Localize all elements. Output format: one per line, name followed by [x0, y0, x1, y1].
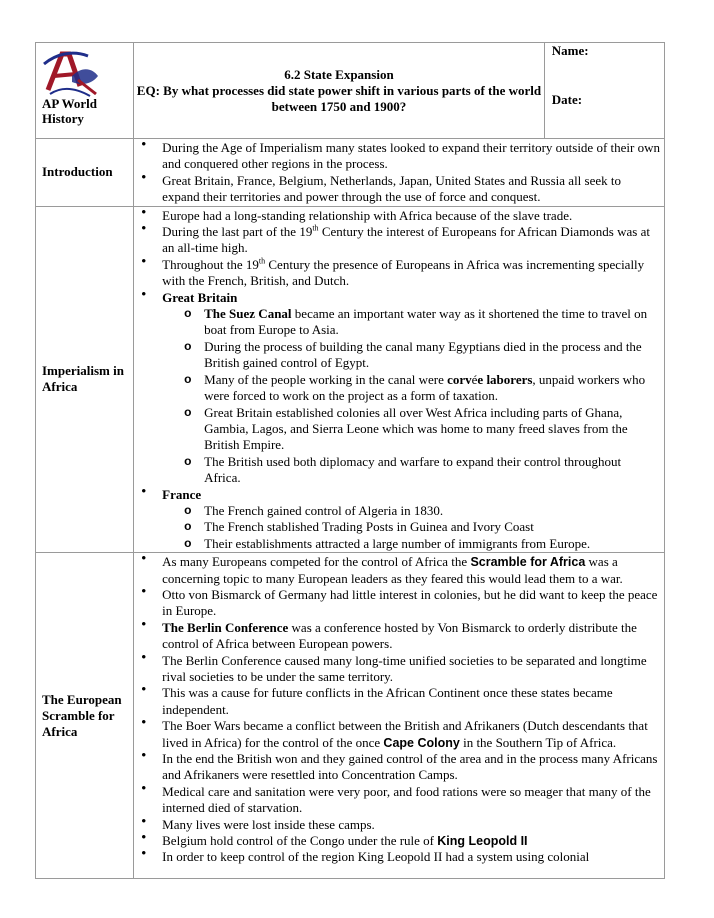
- introduction-row: [36, 139, 665, 207]
- sub-list: [162, 306, 660, 486]
- sub-list-item: o Many of the people working in the canal were corvée laborers, unpaid workers who were forced to work on the project as a form of taxation.: [162, 372, 660, 405]
- list-item: • This was a cause for future conflicts in the African Continent once these states became independent.: [134, 685, 664, 718]
- sub-list-item: o Great Britain established colonies all over West Africa including parts of Ghana, Gambia, Lagos, and Sierra Leone which was home to many freed slaves from the British Empire.: [162, 405, 660, 454]
- list-item: • The Boer Wars became a conflict between the British and Afrikaners (Dutch descendants that lived in Africa) for the control of the once Cape Colony in the Southern Tip of Africa.: [134, 718, 664, 751]
- sub-list-item: o The French gained control of Algeria in 1830.: [162, 503, 660, 519]
- course-title: AP World History: [42, 96, 98, 126]
- sub-list-item: o The Suez Canal became an important water way as it shortened the time to travel on boat from Europe to Asia.: [162, 306, 660, 339]
- scramble-row: [36, 553, 665, 879]
- list-item: • The Berlin Conference was a conference hosted by Von Bismarck to orderly distribute the control of Africa between European powers.: [134, 620, 664, 653]
- worksheet-table: [35, 42, 665, 879]
- imperialism-row: [36, 206, 665, 553]
- list-item: • During the last part of the 19th Century the interest of Europeans for African Diamonds was at an all-time high.: [134, 224, 664, 257]
- list-item: • As many Europeans competed for the control of Africa the Scramble for Africa was a concerning topic to many European leaders as they feared this would lead them to a war.: [134, 554, 664, 587]
- imperialism-notes: [134, 206, 665, 553]
- bullet-list: [134, 140, 664, 206]
- header-course-cell: [36, 43, 134, 139]
- header-name-date-cell: [544, 43, 664, 139]
- sub-list-item: o The British used both diplomacy and warfare to expand their control throughout Africa.: [162, 454, 660, 487]
- bullet-list: [134, 554, 664, 866]
- section-label-scramble: The European Scramble for Africa: [36, 553, 134, 879]
- header-row: [36, 43, 665, 139]
- list-item: • Europe had a long-standing relationship with Africa because of the slave trade.: [134, 208, 664, 224]
- list-item: • During the Age of Imperialism many states looked to expand their territory outside of their own and conquered other regions in the process.: [134, 140, 664, 173]
- sub-list-item: o During the process of building the canal many Egyptians died in the process and the British gained control of Egypt.: [162, 339, 660, 372]
- section-label-introduction: Introduction: [36, 139, 134, 207]
- scramble-notes: [134, 553, 665, 879]
- list-item: • Great Britain, France, Belgium, Netherlands, Japan, United States and Russia all seek to expand their territories and power through the use of force and conquest.: [134, 173, 664, 206]
- list-item: • The Berlin Conference caused many long-time unified societies to be separated and longtime rival societies to be under the same territory.: [134, 653, 664, 686]
- sub-list-item: o The French stablished Trading Posts in Guinea and Ivory Coast: [162, 519, 660, 535]
- section-label-imperialism: Imperialism in Africa: [36, 206, 134, 553]
- header-title-cell: [134, 43, 545, 139]
- list-item: • Medical care and sanitation were very poor, and food rations were so meager that many of the interned died of starvation.: [134, 784, 664, 817]
- list-item: • In the end the British won and they gained control of the area and in the process many Africans and Afrikaners were resettled into Concentration Camps.: [134, 751, 664, 784]
- list-item-france: • France o The French gained control of Algeria in 1830. o The French stablished Trading Posts in Guinea and Ivory Coast o Their establishments attracted a large number of immigrants from Europe.: [134, 487, 664, 553]
- name-label: Name:: [551, 43, 589, 58]
- list-item: • Otto von Bismarck of Germany had little interest in colonies, but he did want to keep the peace in Europe.: [134, 587, 664, 620]
- introduction-notes: [134, 139, 665, 207]
- lesson-title: 6.2 State Expansion: [284, 66, 394, 82]
- date-label: Date:: [551, 92, 583, 107]
- worksheet-page: [35, 42, 665, 877]
- list-item: • Throughout the 19th Century the presence of Europeans in Africa was incrementing specially with the French, British, and Dutch.: [134, 257, 664, 290]
- list-item: • Many lives were lost inside these camps.: [134, 817, 664, 833]
- list-item: • Belgium hold control of the Congo under the rule of King Leopold II: [134, 833, 664, 849]
- sub-list-item: o Their establishments attracted a large number of immigrants from Europe.: [162, 536, 660, 552]
- ap-logo-icon: [42, 46, 100, 98]
- list-item: • In order to keep control of the region King Leopold II had a system using colonial: [134, 849, 664, 865]
- bullet-list: [134, 208, 664, 553]
- list-item-great-britain: • Great Britain o The Suez Canal became an important water way as it shortened the time to travel on boat from Europe to Asia. o During the process of building the canal many Egyptians died in the process and the British gained control of Egypt. o Many of the people working in the canal were corvée laborers, unpaid workers who were forced to work on the project as a form of taxation. o Great Britain established colonies all over West Africa including parts of Ghana, Gambia, Lagos, and Sierra Leone which was home to many freed slaves from the British Empire. o The British used both diplomacy and warfare to expand their control throughout Africa.: [134, 290, 664, 487]
- essential-question: EQ: By what processes did state power shift in various parts of the world between 1750 and 1900?: [136, 82, 542, 114]
- sub-list: [162, 503, 660, 552]
